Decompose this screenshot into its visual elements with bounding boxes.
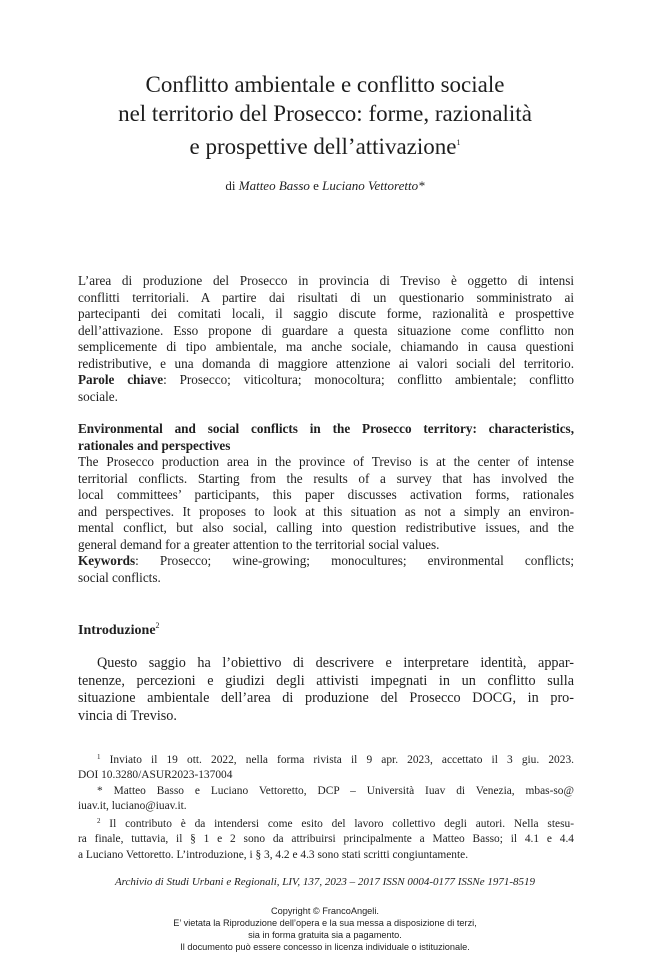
copyright-line: Copyright © FrancoAngeli. [271, 906, 379, 916]
paragraph-line: vincia di Treviso. [78, 707, 177, 724]
footnote-text: Il contributo è da intendersi come esito del lavoro collettivo degli autori. Nella stesu- [100, 818, 574, 831]
heading-footnote-mark: 2 [155, 621, 160, 630]
footnote-line: a Luciano Vettoretto. L’introduzione, i § 3, 4.2 e 4.3 sono stati scritti congiuntamente. [78, 848, 469, 861]
abstract-line: local committees’ participants, this paper discusses activation forms, rationales [78, 487, 574, 502]
footnote-text: Inviato il 19 ott. 2022, nella forma rivista il 9 apr. 2023, accettato il 3 giu. 2023. [100, 754, 574, 766]
keywords-label: Parole chiave [78, 372, 164, 387]
abstract-line: general demand for a greater attention to the territorial social values. [78, 536, 440, 552]
abstract-english [78, 421, 574, 586]
author-name: Luciano Vettoretto* [322, 178, 425, 193]
authors-prefix: di [225, 178, 236, 193]
article-authors [60, 178, 590, 194]
abstract-line: semplicemente di tipo ambientale, ma anche sociale, chiamando in causa questioni [78, 339, 574, 354]
keywords-line [78, 372, 574, 389]
author-name: Matteo Basso [238, 178, 310, 193]
paragraph-line: Questo saggio ha l’obiettivo di descrivere e interpretare identità, appar- [97, 655, 574, 671]
footnote-line [78, 750, 574, 768]
abstract-line: L’area di produzione del Prosecco in provincia di Treviso è oggetto di intensi [78, 273, 574, 288]
footnote-line: iuav.it, luciano@iuav.it. [78, 799, 187, 812]
footnote-mark: 2 [97, 817, 101, 826]
abstract-line: dell’attivazione. Esso propone di guardare a questa situazione come conflitto non [78, 322, 574, 338]
footnote-mark: 1 [97, 753, 101, 761]
footnote-line [78, 814, 574, 832]
copyright-line: E’ vietata la Riproduzione dell’opera e la sua messa a disposizione di terzi, [173, 918, 477, 928]
title-line-text: e prospettive dell’attivazione [189, 134, 457, 159]
keywords-text: : Prosecco; viticoltura; monocoltura; conflitto ambientale; conflitto [163, 372, 574, 387]
abstract-line: territorial conflicts. Starting from the results of a survey that has involved the [78, 470, 574, 486]
journal-citation: Archivio di Studi Urbani e Regionali, LIV, 137, 2023 – 2017 ISSN 0004-0177 ISSNe 1971-8519 [114, 876, 536, 888]
keywords-label: Keywords [78, 553, 136, 568]
footnote-line: * Matteo Basso e Luciano Vettoretto, DCP – Università Iuav di Venezia, mbas-so@ [97, 784, 574, 797]
abstract-line: mental conflict, but also social, calling into question redistributive issues, and the [78, 520, 574, 535]
copyright-line: Il documento può essere concesso in licenza individuale o istituzionale. [180, 942, 470, 952]
footnote-line: DOI 10.3280/ASUR2023-137004 [78, 769, 233, 782]
section-heading-text: Introduzione [78, 623, 156, 638]
abstract-line: and perspectives. It proposes to look at this situation as not a simply an environ- [78, 503, 574, 519]
keywords-line-end: sociale. [78, 388, 118, 404]
intro-paragraph [78, 655, 574, 725]
abstract-line: partecipanti dei comitati locali, il saggio discute forme, razionalità e prospettive [78, 306, 574, 321]
paragraph-line: situazione ambientale dell’area di produzione del Prosecco DOCG, in pro- [78, 690, 574, 707]
abstract-line: The Prosecco production area in the province of Treviso is at the center of intense [78, 454, 574, 469]
abstract-italian [78, 273, 574, 405]
authors-conjunction: e [313, 178, 319, 193]
keywords-text: : Prosecco; wine-growing; monocultures; environmental conflicts; [135, 553, 574, 568]
footnotes [78, 750, 574, 863]
copyright-notice [60, 905, 590, 953]
section-heading [78, 621, 160, 639]
keywords-line [78, 553, 574, 570]
english-title-line: Environmental and social conflicts in the Prosecco territory: characteristics, [78, 421, 574, 436]
abstract-line: redistributive, e una domanda di maggiore attenzione ai valori sociali del territorio. [78, 355, 574, 371]
english-title-line: rationales and perspectives [78, 437, 231, 453]
title-line [60, 128, 590, 161]
title-line: Conflitto ambientale e conflitto sociale [145, 72, 505, 97]
abstract-line: conflitti territoriali. A partire dai risultati di un questionario somministrato ai [78, 289, 574, 305]
title-footnote-mark: 1 [456, 138, 461, 147]
article-title [60, 70, 590, 161]
footnote-line: ra finale, tuttavia, il § 1 e 2 sono da attribuirsi principalmente a Matteo Basso; il 4.1 e 4.4 [78, 833, 574, 846]
copyright-line: sia in forma gratuita sia a pagamento. [248, 930, 402, 940]
title-line: nel territorio del Prosecco: forme, razionalità [118, 101, 532, 126]
paragraph-line: tenenze, percezioni e giudizi degli attivisti impegnati in un conflitto sulla [78, 672, 574, 689]
keywords-line-end: social conflicts. [78, 569, 161, 585]
